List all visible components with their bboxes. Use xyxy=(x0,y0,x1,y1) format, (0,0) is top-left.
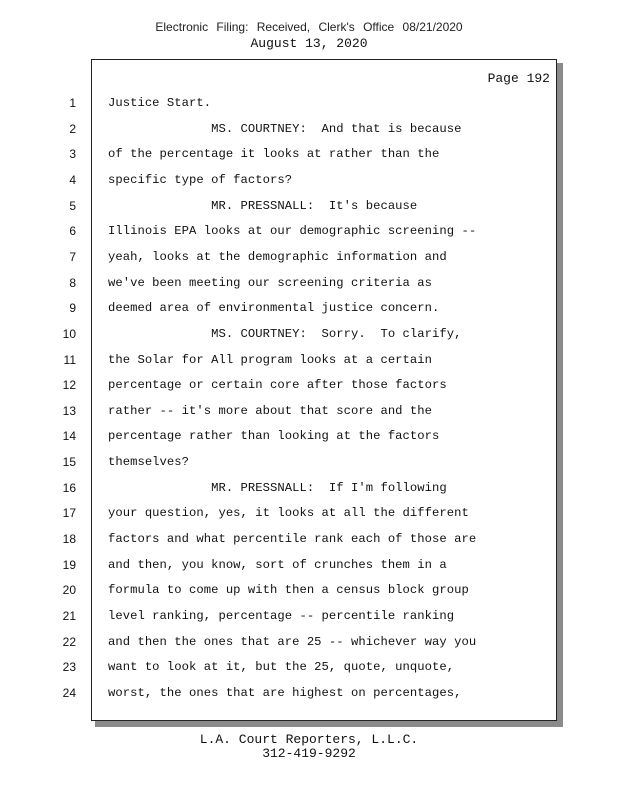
line-text: we've been meeting our screening criteria as xyxy=(108,275,433,290)
line-number: 15 xyxy=(62,455,76,470)
transcript-line xyxy=(69,298,552,318)
line-number: 8 xyxy=(69,275,76,290)
transcript-line xyxy=(62,632,552,652)
line-number: 1 xyxy=(69,96,76,110)
line-text: deemed area of environmental justice concern. xyxy=(108,301,440,316)
transcript-line xyxy=(62,478,552,498)
line-number: 22 xyxy=(62,634,76,649)
line-text: formula to come up with then a census block group xyxy=(108,583,469,598)
line-number: 13 xyxy=(62,403,76,418)
line-text: want to look at it, but the 25, quote, unquote, xyxy=(108,660,455,675)
line-number: 18 xyxy=(62,532,76,547)
line-number: 24 xyxy=(62,685,76,700)
transcript-line xyxy=(69,221,552,241)
line-number: 16 xyxy=(62,480,76,495)
line-text: the Solar for All program looks at a certain xyxy=(108,352,433,367)
line-text: MR. PRESSNALL: It's because xyxy=(108,198,418,213)
transcript-line xyxy=(69,196,552,216)
line-number: 23 xyxy=(62,660,76,675)
transcript-line xyxy=(62,657,552,677)
transcript-line xyxy=(62,375,552,395)
reporter-phone: 312-419-9292 xyxy=(262,746,356,761)
line-number: 9 xyxy=(69,301,76,316)
line-number: 11 xyxy=(63,352,76,367)
line-number: 19 xyxy=(62,557,76,572)
line-number: 21 xyxy=(62,609,76,623)
transcript-line xyxy=(62,683,552,703)
line-text: Illinois EPA looks at our demographic screening -- xyxy=(108,224,477,239)
line-number: 3 xyxy=(69,147,76,162)
line-number: 7 xyxy=(69,249,76,264)
line-text: of the percentage it looks at rather than the xyxy=(108,147,440,162)
line-text: Justice Start. xyxy=(108,96,212,110)
transcript-line xyxy=(62,452,552,472)
line-number: 2 xyxy=(69,121,76,136)
line-text: level ranking, percentage -- percentile ranking xyxy=(108,609,455,623)
transcript-line xyxy=(62,606,552,626)
line-text: themselves? xyxy=(108,455,190,470)
line-text: MS. COURTNEY: And that is because xyxy=(108,121,462,136)
filing-stamp: Electronic Filing: Received, Clerk's Office 08/21/2020 xyxy=(155,20,463,34)
line-text: specific type of factors? xyxy=(108,172,293,187)
transcript-line xyxy=(62,426,552,446)
transcript-line xyxy=(62,401,552,421)
line-text: worst, the ones that are highest on percentages, xyxy=(108,685,462,700)
line-text: and then the ones that are 25 -- whichever way you xyxy=(108,634,477,649)
line-text: MS. COURTNEY: Sorry. To clarify, xyxy=(108,326,462,341)
transcript-line xyxy=(69,119,552,139)
line-number: 5 xyxy=(69,198,76,213)
line-number: 20 xyxy=(62,583,76,598)
footer xyxy=(0,733,618,761)
transcript-page xyxy=(62,59,557,721)
hearing-date: August 13, 2020 xyxy=(250,36,368,51)
line-text: yeah, looks at the demographic information and xyxy=(108,249,447,264)
transcript-line xyxy=(69,93,552,113)
line-text: percentage or certain core after those factors xyxy=(108,378,447,393)
line-text: MR. PRESSNALL: If I'm following xyxy=(108,480,447,495)
transcript-line xyxy=(69,170,552,190)
transcript-line xyxy=(69,144,552,164)
line-number: 14 xyxy=(62,429,76,444)
line-number: 6 xyxy=(69,224,76,239)
transcript-line xyxy=(62,503,552,523)
transcript-line xyxy=(63,350,552,370)
transcript-line xyxy=(69,273,552,293)
line-text: and then, you know, sort of crunches them in a xyxy=(108,557,447,572)
line-text: your question, yes, it looks at all the different xyxy=(108,506,469,521)
transcript-line xyxy=(69,247,552,267)
line-number: 12 xyxy=(62,378,76,393)
transcript-line xyxy=(62,529,552,549)
page-number: Page 192 xyxy=(487,71,550,86)
transcript-line xyxy=(62,580,552,600)
line-number: 10 xyxy=(62,326,76,341)
line-number: 4 xyxy=(69,172,76,187)
transcript-line xyxy=(62,324,552,344)
transcript-line xyxy=(62,555,552,575)
line-text: rather -- it's more about that score and the xyxy=(108,403,433,418)
line-text: percentage rather than looking at the factors xyxy=(108,429,440,444)
line-number: 17 xyxy=(62,506,76,521)
reporter-company: L.A. Court Reporters, L.L.C. xyxy=(199,732,419,747)
line-text: factors and what percentile rank each of those are xyxy=(108,532,477,547)
